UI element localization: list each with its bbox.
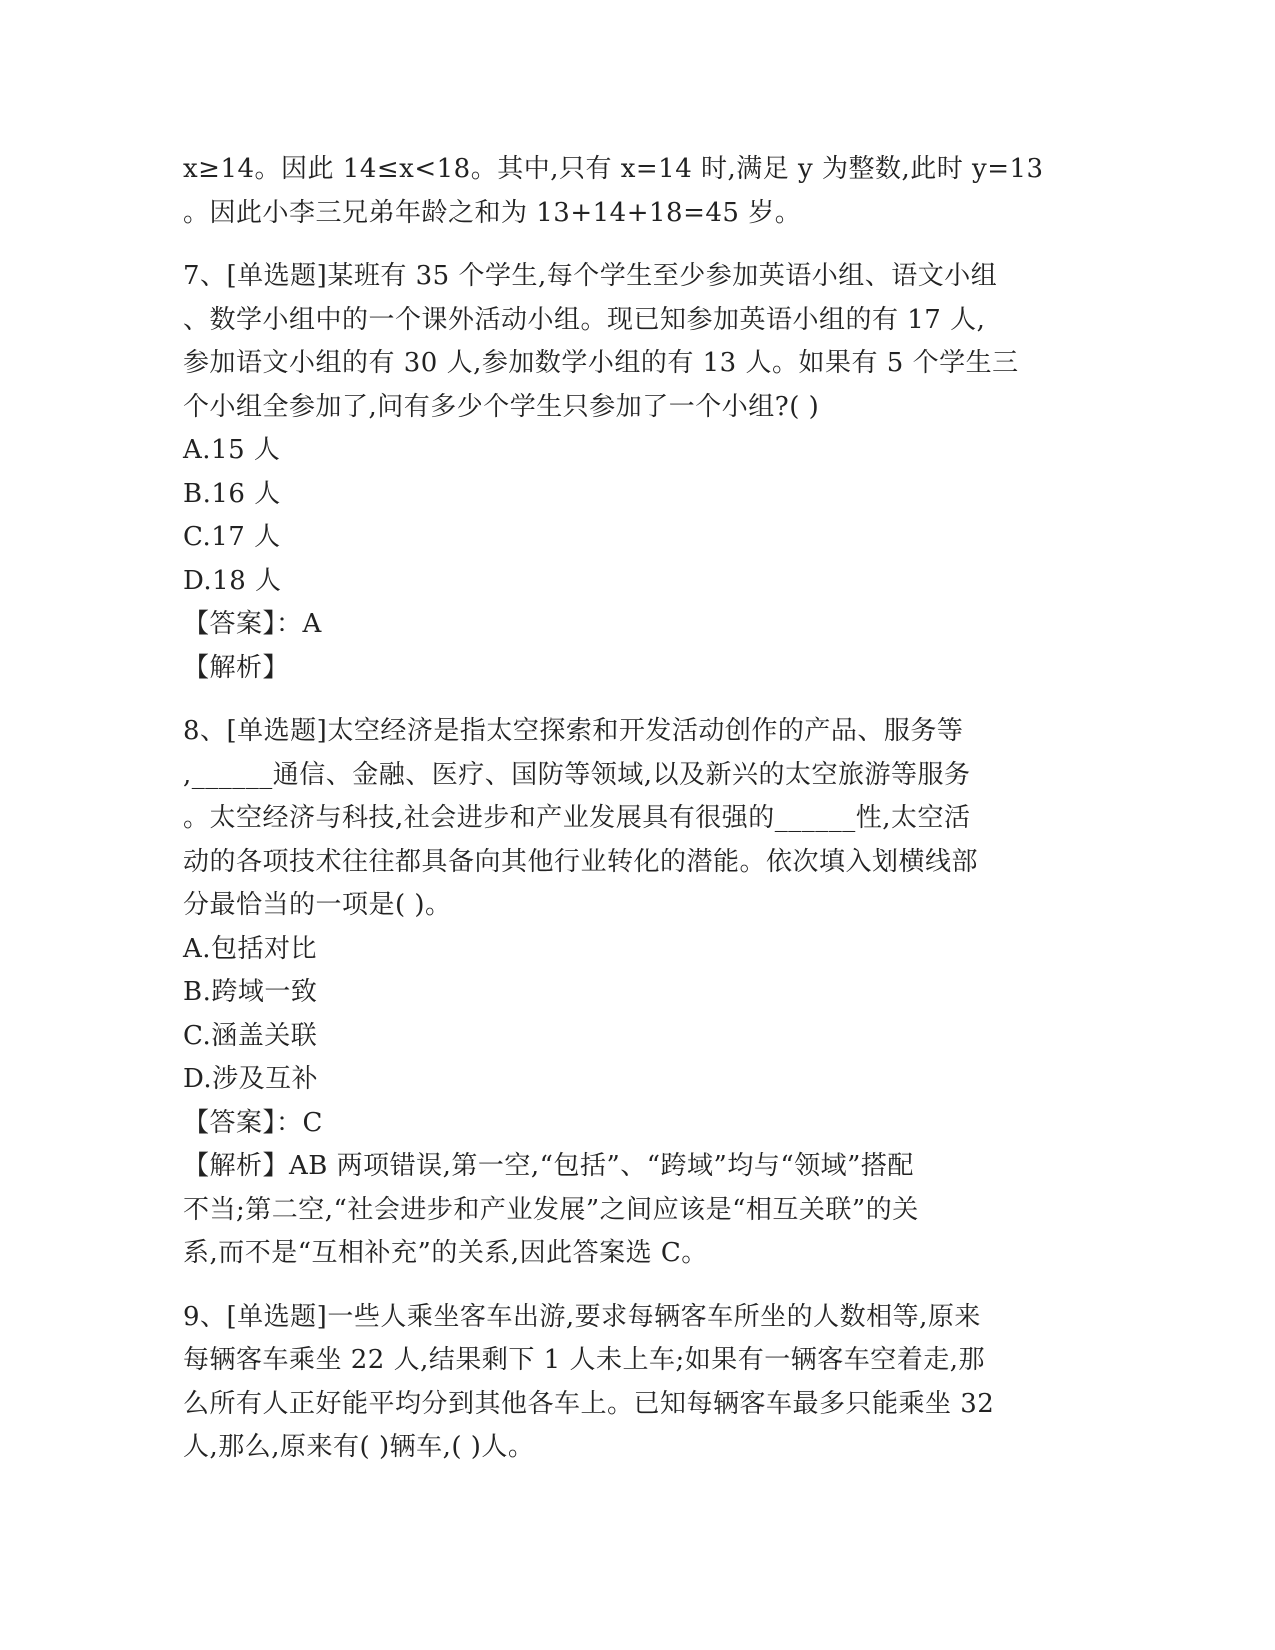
text-line: 。因此小李三兄弟年龄之和为 13+14+18=45 岁。: [183, 197, 802, 228]
answer-line: 【答案】：C: [183, 1107, 323, 1138]
question-8: [183, 710, 1073, 1276]
option-a: A.包括对比: [183, 933, 318, 964]
analysis-line: 【解析】: [183, 652, 290, 683]
analysis-line: 【解析】AB 两项错误,第一空,“包括”、“跨域”均与“领域”搭配: [183, 1151, 914, 1181]
option-d: D.涉及互补: [183, 1064, 319, 1094]
question-text-line: 。太空经济与科技,社会进步和产业发展具有很强的______性,太空活: [183, 803, 971, 833]
previous-analysis-tail: [183, 148, 1073, 235]
question-text-line: 9、[单选题]一些人乘坐客车出游,要求每辆客车所坐的人数相等,原来: [183, 1301, 981, 1332]
answer-line: 【答案】：A: [183, 609, 322, 639]
analysis-line: 系,而不是“互相补充”的关系,因此答案选 C。: [183, 1238, 708, 1268]
question-text-line: 参加语文小组的有 30 人,参加数学小组的有 13 人。如果有 5 个学生三: [183, 348, 1019, 378]
analysis-line: 不当;第二空,“社会进步和产业发展”之间应该是“相互关联”的关: [183, 1194, 919, 1225]
question-text-line: 么所有人正好能平均分到其他各车上。已知每辆客车最多只能乘坐 32: [183, 1388, 995, 1419]
question-text-line: 每辆客车乘坐 22 人,结果剩下 1 人未上车;如果有一辆客车空着走,那: [183, 1345, 985, 1375]
option-b: B.跨域一致: [183, 977, 318, 1007]
question-9: [183, 1296, 1073, 1470]
question-text-line: ,______通信、金融、医疗、国防等领域,以及新兴的太空旅游等服务: [183, 759, 971, 790]
question-text-line: 7、[单选题]某班有 35 个学生,每个学生至少参加英语小组、语文小组: [183, 261, 998, 291]
question-text-line: 动的各项技术往往都具备向其他行业转化的潜能。依次填入划横线部: [183, 846, 979, 877]
option-c: C.17 人: [183, 522, 281, 552]
question-text-line: 、数学小组中的一个课外活动小组。现已知参加英语小组的有 17 人,: [183, 304, 986, 335]
question-text-line: 8、[单选题]太空经济是指太空探索和开发活动创作的产品、服务等: [183, 716, 964, 746]
question-7: [183, 255, 1073, 690]
option-d: D.18 人: [183, 565, 282, 596]
text-line: x≥14。因此 14≤x<18。其中,只有 x=14 时,满足 y 为整数,此时 y=13: [183, 154, 1044, 184]
question-text-line: 人,那么,原来有( )辆车,( )人。: [183, 1432, 535, 1462]
document-page: [183, 148, 1073, 1470]
option-b: B.16 人: [183, 478, 281, 509]
option-c: C.涵盖关联: [183, 1020, 318, 1051]
question-text-line: 个小组全参加了,问有多少个学生只参加了一个小组?( ): [183, 391, 820, 422]
question-text-line: 分最恰当的一项是( )。: [183, 890, 452, 920]
option-a: A.15 人: [183, 435, 281, 465]
